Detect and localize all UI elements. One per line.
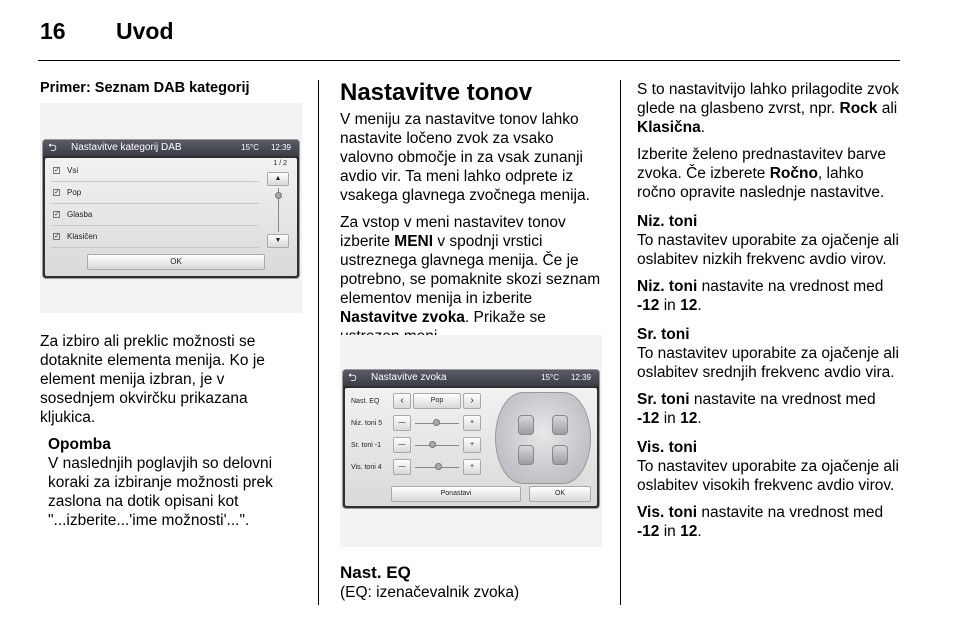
mid-heading: Sr. toni xyxy=(637,326,690,343)
dab-screen-temp: 15°C xyxy=(241,143,259,152)
bass-label: Niz. toni 5 xyxy=(351,420,383,427)
note-text: V naslednjih poglavjih so delovni koraki za izbiranje možnosti prek zaslona na dotik opisani kot "...izberite...'ime možnosti'...". xyxy=(48,455,273,529)
checkbox-icon[interactable]: ✓ xyxy=(54,167,60,174)
dab-ok-button[interactable]: OK xyxy=(87,254,265,270)
checkbox-icon[interactable]: ✓ xyxy=(54,211,60,218)
dab-item-vsi[interactable]: ✓ Vsi xyxy=(51,160,259,182)
note-title: Opomba xyxy=(48,436,111,453)
scroll-thumb[interactable] xyxy=(275,192,282,199)
mid-minus-button[interactable]: — xyxy=(393,437,411,453)
tone-screen-clock: 12:39 xyxy=(570,373,591,382)
seat-icon xyxy=(552,445,568,465)
eq-preset-instructions: Izberite želeno prednastavitev barve zvoka. Če izberete Ročno, lahko ročno opravite naslednje nastavitve. xyxy=(637,146,887,201)
treble-label: Vis. toni 4 xyxy=(351,464,382,471)
page-number: 16 xyxy=(40,18,66,44)
bass-range: Niz. toni nastavite na vrednost med -12 in 12. xyxy=(637,278,884,314)
reset-button[interactable]: Ponastavi xyxy=(391,486,521,502)
dab-item-glasba[interactable]: ✓ Glasba xyxy=(51,204,259,226)
back-arrow-icon[interactable]: ⮌ xyxy=(48,142,57,154)
eq-subtitle: (EQ: izenačevalnik zvoka) xyxy=(340,584,520,601)
bass-description: To nastavitev uporabite za ojačenje ali oslabitev nizkih frekvenc avdio virov. xyxy=(637,232,899,268)
tone-screen-titlebar xyxy=(343,370,599,386)
column-3 xyxy=(637,80,899,549)
eq-prev-button[interactable]: ‹ xyxy=(393,393,411,409)
column-2-bottom xyxy=(340,563,608,602)
dab-screen-titlebar xyxy=(43,140,299,156)
figure-caption: Primer: Seznam DAB kategorij xyxy=(40,80,250,96)
treble-knob[interactable] xyxy=(435,463,442,470)
eq-value: Pop xyxy=(413,393,461,409)
back-arrow-icon[interactable]: ⮌ xyxy=(348,372,357,384)
mid-slider[interactable] xyxy=(415,445,459,446)
tone-intro: V meniju za nastavitve tonov lahko nastavite ločeno zvok za vsako valovno območje in za vsak zunanji avdio vir. Ta meni lahko odprete iz vsakega glavnega zvočnega menija. xyxy=(340,111,590,204)
car-cabin-image[interactable] xyxy=(495,392,591,484)
chapter-title: Uvod xyxy=(116,18,174,44)
checkbox-icon[interactable]: ✓ xyxy=(54,189,60,196)
dab-screenshot xyxy=(40,103,302,313)
dab-screen xyxy=(42,139,300,279)
mid-knob[interactable] xyxy=(429,441,436,448)
tone-screen-temp: 15°C xyxy=(541,373,559,382)
treble-description: To nastavitev uporabite za ojačenje ali oslabitev visokih frekvenc avdio virov. xyxy=(637,458,899,494)
column-1-text xyxy=(40,332,302,530)
bass-plus-button[interactable]: + xyxy=(463,415,481,431)
scroll-down-button[interactable]: ▼ xyxy=(267,234,289,248)
column-divider-1 xyxy=(318,80,319,605)
checkbox-icon[interactable]: ✓ xyxy=(54,233,60,240)
tone-screen-title: Nastavitve zvoka xyxy=(371,372,447,383)
checkbox-instructions: Za izbiro ali preklic možnosti se dotaknite elementa menija. Ko je element menija izbran, je v sosednjem okvirčku prikazana kljukica. xyxy=(40,333,265,426)
note-block xyxy=(40,435,302,530)
dab-item-pop[interactable]: ✓ Pop xyxy=(51,182,259,204)
tone-ok-button[interactable]: OK xyxy=(529,486,591,502)
eq-next-button[interactable]: › xyxy=(463,393,481,409)
dab-screen-title: Nastavitve kategorij DAB xyxy=(71,142,182,153)
scroll-up-button[interactable]: ▲ xyxy=(267,172,289,186)
seat-icon xyxy=(518,415,534,435)
seat-icon xyxy=(518,445,534,465)
column-divider-2 xyxy=(620,80,621,605)
mid-description: To nastavitev uporabite za ojačenje ali oslabitev srednjih frekvenc avdio vira. xyxy=(637,345,899,381)
mid-range: Sr. toni nastavite na vrednost med -12 in 12. xyxy=(637,391,876,427)
treble-heading: Vis. toni xyxy=(637,439,698,456)
dab-screen-body xyxy=(45,158,297,276)
column-2 xyxy=(340,80,608,354)
bass-minus-button[interactable]: — xyxy=(393,415,411,431)
dab-page-indicator: 1 / 2 xyxy=(273,160,287,167)
tone-screen xyxy=(342,369,600,509)
dab-screen-clock: 12:39 xyxy=(270,143,291,152)
treble-range: Vis. toni nastavite na vrednost med -12 in 12. xyxy=(637,504,884,540)
tone-screen-body xyxy=(345,388,597,506)
treble-minus-button[interactable]: — xyxy=(393,459,411,475)
tone-screenshot xyxy=(340,335,602,547)
treble-plus-button[interactable]: + xyxy=(463,459,481,475)
bass-knob[interactable] xyxy=(433,419,440,426)
section-heading: Nastavitve tonov xyxy=(340,79,533,106)
header-rule xyxy=(38,60,900,61)
tone-access: Za vstop v meni nastavitev tonov izberite MENI v spodnji vrstici ustreznega glavnega menija. Če je potrebno, se pomaknite skozi seznam elementov menija in izberite Nastavitve zvoka. Prikaže se xyxy=(340,214,601,326)
eq-label: Nast. EQ xyxy=(351,398,380,405)
eq-heading: Nast. EQ xyxy=(340,563,411,582)
column-1 xyxy=(40,79,302,106)
eq-description: S to nastavitvijo lahko prilagodite zvok glede na glasbeno zvrst, npr. Rock ali Klasična. xyxy=(637,81,899,136)
mid-label: Sr. toni -1 xyxy=(351,442,381,449)
seat-icon xyxy=(552,415,568,435)
bass-heading: Niz. toni xyxy=(637,213,698,230)
dab-item-klasicen[interactable]: ✓ Klasičen xyxy=(51,226,259,248)
mid-plus-button[interactable]: + xyxy=(463,437,481,453)
